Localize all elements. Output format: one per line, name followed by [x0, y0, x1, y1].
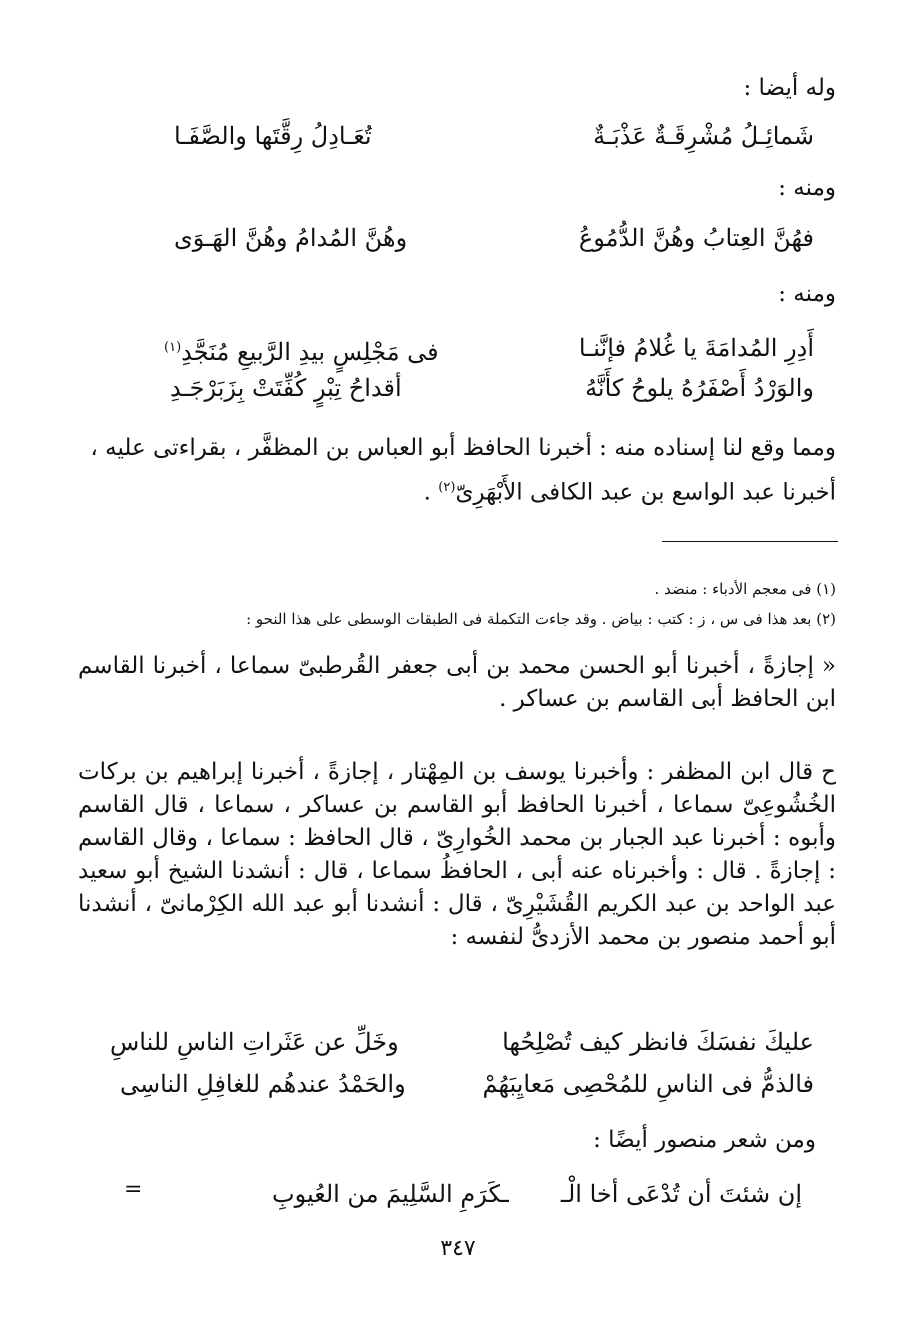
verse-6-second-hemistich: والحَمْدُ عندهُم للغافِلِ الناسِى: [120, 1070, 406, 1098]
verse-line-1: [94, 118, 814, 154]
verse-line-7: [94, 1176, 814, 1212]
verse-line-2: [94, 220, 814, 256]
footnote-mark-2: (٢): [438, 480, 456, 495]
footnote-1: (١) فى معجم الأدباء : منضد .: [654, 580, 836, 598]
paragraph-1-line-2-text: أخبرنا عبد الواسع بن عبد الكافى الأَبْهَرِىّ: [455, 479, 836, 506]
verse-6-first-hemistich: فالذمُّ فى الناسِ للمُحْصِى مَعايِبَهُمْ: [482, 1070, 814, 1098]
verse-3-second-hemistich: [164, 330, 439, 370]
verse-1-second-hemistich: تُعَـادِلُ رِقَّتَها والصَّفَـا: [174, 122, 372, 150]
verse-7-second-hemistich: ـكَرَمِ السَّلِيمَ من العُيوبِ: [272, 1180, 509, 1208]
intro-line-3: ومنه :: [778, 281, 836, 307]
verse-5-first-hemistich: عليكَ نفسَكَ فانظر كيف تُصْلِحُها: [502, 1028, 814, 1056]
verse-4-first-hemistich: والوَرْدُ أَصْفَرُهُ يلوحُ كأَنَّهُ: [585, 374, 814, 402]
verse-2-second-hemistich: وهُنَّ المُدامُ وهُنَّ الهَـوَى: [174, 224, 408, 252]
verse-line-6: [94, 1066, 814, 1102]
verse-3-first-hemistich: أَدِرِ المُدامَةَ يا غُلامُ فإنَّنـا: [578, 334, 814, 362]
page-number: ٣٤٧: [440, 1236, 476, 1261]
verse-2-first-hemistich: فهُنَّ العِتابُ وهُنَّ الدُّمُوعُ: [578, 224, 814, 252]
paragraph-1-line-2: [424, 472, 836, 509]
footnote-quote-2: ح قال ابن المظفر : وأخبرنا يوسف بن المِهْتار ، إجازةً ، أخبرنا إبراهيم بن بركات الخُشُوعِىّ سماعا ، أخبرنا الحافظ أبو القاسم بن عساكر ، سماعا ، قال القاسم وأبوه : أخبرنا عبد الجبار بن محمد الخُوارِىّ ، قال الحافظ : سماعا ، وقال القاسم : إجازةً . قال : وأخبرناه عنه أبى ، الحافظُ سماعا ، قال : أنشدنا الشيخ أبو سعيد عبد الواحد بن عبد الكريم القُشَيْرِىّ ، قال : أنشدنا أبو عبد الله الكِرْمانىّ ، أنشدنا أبو أحمد منصور بن محمد الأزدىُّ لنفسه :: [78, 759, 836, 950]
verse-5-second-hemistich: وخَلِّ عن عَثَراتِ الناسِ للناسِ: [110, 1028, 399, 1056]
verse-7-first-hemistich: إن شئتَ أن تُدْعَى أخا الْـ: [560, 1180, 802, 1208]
continuation-mark: =: [124, 1177, 143, 1202]
paragraph-1-line-1: ومما وقع لنا إسناده منه : أخبرنا الحافظ أبو العباس بن المظفَّر ، بقراءتى عليه ،: [90, 435, 836, 461]
footnote-mark-1: (١): [164, 340, 182, 355]
verse-3-second-text: فى مَجْلِسٍ بيدِ الرَّبيعِ مُنَجَّدِ: [181, 338, 439, 366]
footnote-2: (٢) بعد هذا فى س ، ز : كتب : بياض . وقد جاءت التكملة فى الطبقات الوسطى على هذا النحو :: [246, 610, 836, 628]
footnote-quote-1: « إجازةً ، أخبرنا أبو الحسن محمد بن أبى جعفر القُرطبىّ سماعا ، أخبرنا القاسم ابن الحافظ أبى القاسم بن عساكر .: [78, 653, 836, 712]
intro-line-1: وله أيضا :: [743, 75, 836, 101]
verse-line-5: [94, 1024, 814, 1060]
verse-4-second-hemistich: أقداحُ تِبْرٍ كُفِّتَتْ بِزَبَرْجَـدِ: [170, 374, 402, 402]
verse-line-4: [94, 370, 814, 406]
paragraph-1-end: .: [423, 479, 439, 506]
verse-1-first-hemistich: شَمائِـلُ مُشْرِقَـةٌ عَذْبَـةٌ: [593, 122, 814, 150]
intro-line-4: ومن شعر منصور أيضًا :: [593, 1127, 816, 1153]
intro-line-2: ومنه :: [778, 175, 836, 201]
footnote-separator: [662, 541, 838, 542]
verse-line-3: [94, 330, 814, 366]
